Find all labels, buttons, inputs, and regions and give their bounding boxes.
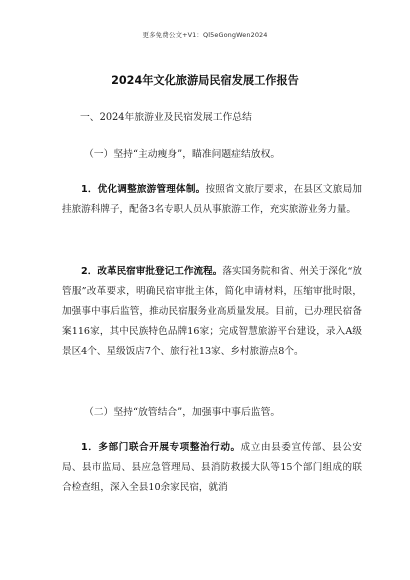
- paragraph-2: [62, 262, 362, 362]
- paragraph-3-heading: 1．多部门联合开展专项整治行动。: [81, 442, 241, 453]
- section-heading-1: 一、2024年旅游业及民宿发展工作总结: [80, 112, 252, 123]
- subsection-heading-1: （一）坚持“主动瘦身”，瞄准问题症结放权。: [84, 149, 281, 160]
- paragraph-3: [62, 438, 362, 498]
- paragraph-2-text: 落实国务院和省、州关于深化“放管服”改革要求，明确民宿审批主体，简化申请材料，压缩审批时限，加强事中事后监管，推动民宿服务业高质量发展。目前，已办理民宿备案116家，其中民族特色品牌16家；完成智慧旅游平台建设，录入A级景区4个、星级饭店7个、旅行社13家、乡村旅游点8个。: [62, 266, 363, 357]
- paragraph-2-heading: 2．改革民宿审批登记工作流程。: [81, 266, 223, 277]
- paragraph-1-text: 按照省文旅厅要求，在县区文旅局加挂旅游科牌子，配备3名专职人员从事旅游工作，充实旅游业务力量。: [62, 184, 362, 215]
- document-title: 2024年文化旅游局民宿发展工作报告: [111, 74, 299, 87]
- subsection-heading-2: （二）坚持“放管结合”，加强事中事后监管。: [84, 407, 281, 418]
- paragraph-1-heading: 1．优化调整旅游管理体制。: [81, 184, 206, 195]
- paragraph-1: [62, 180, 362, 220]
- paragraph-3-text: 成立由县委宣传部、县公安局、县市监局、县应急管理局、县消防救援大队等15个部门组成的联合检查组，深入全县10余家民宿，就消: [62, 442, 362, 493]
- header-note: 更多免费公文+V1：Ql5eGongWen2024: [142, 31, 268, 39]
